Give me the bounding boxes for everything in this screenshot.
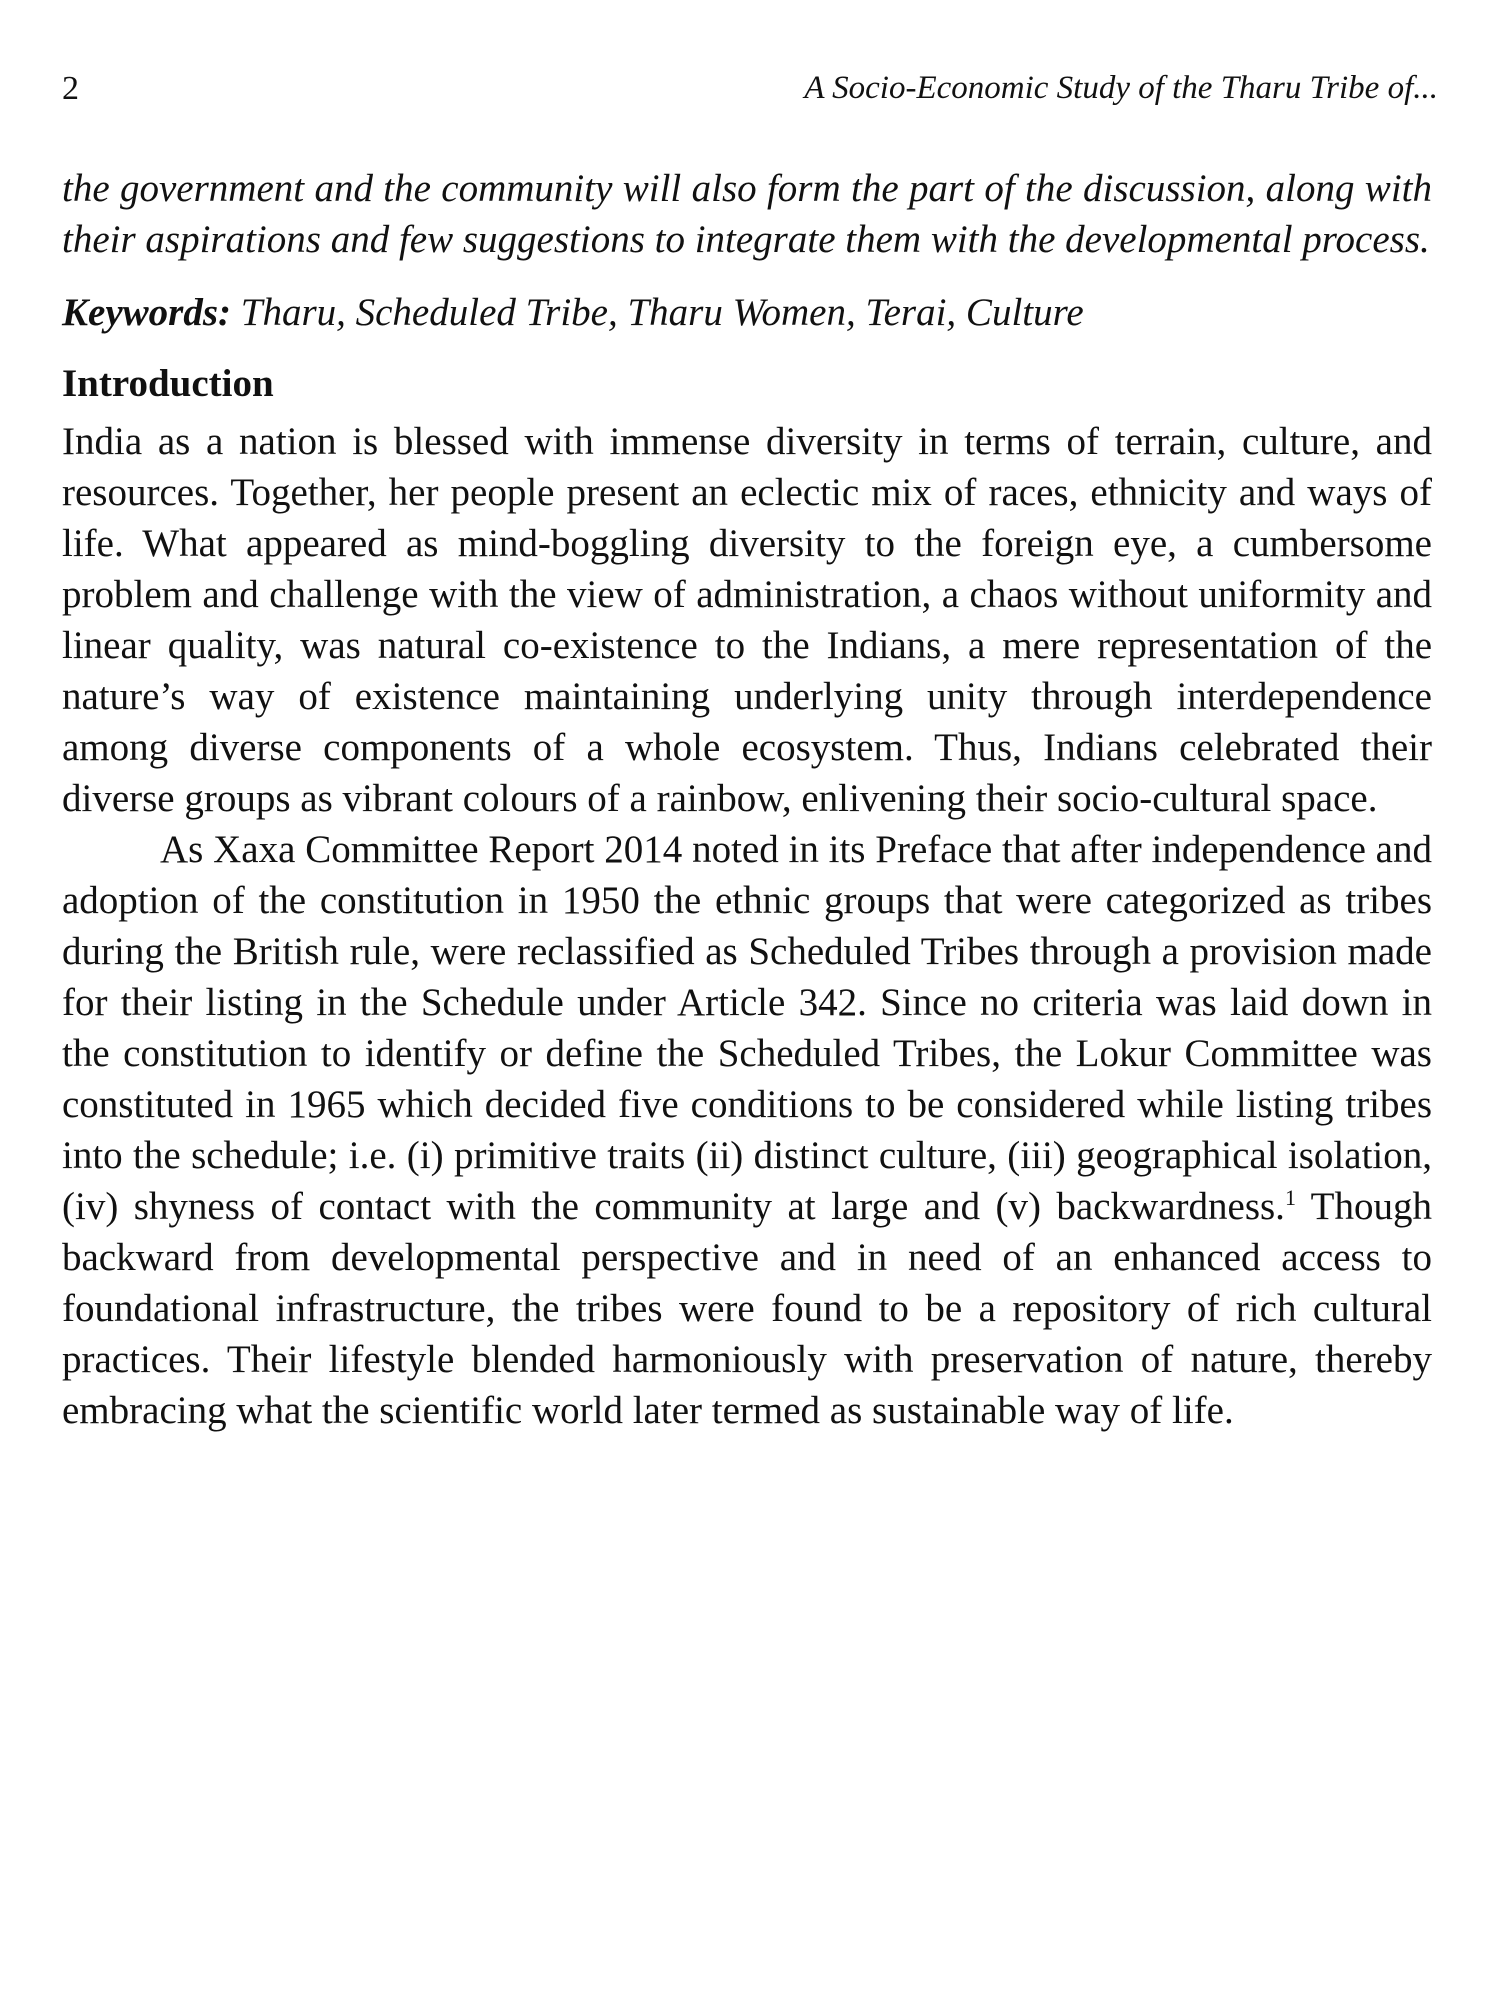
paragraph-2-part-2: Though backward from developmental perspective and in need of an enhanced access to foundational infrastructure, the tribes were found to be a repository of rich cultural practices. Their lifestyle blended harmoniously with preservation of nature, thereby embracing what the scientific world later termed as sustainable way of life. — [62, 1185, 1432, 1432]
abstract-tail: the government and the community will also form the part of the discussion, along with their aspirations and few suggestions to integrate them with the developmental process. — [62, 167, 1432, 261]
page-number: 2 — [62, 70, 79, 107]
keywords-line — [62, 287, 1432, 338]
paragraph-2-part-1: As Xaxa Committee Report 2014 noted in its Preface that after independence and adoption of the constitution in 1950 the ethnic groups that were categorized as tribes during the British rule, were reclassified as Scheduled Tribes through a provision made for their listing in the Schedule under Article 342. Since no criteria was laid down in the constitution to identify or define the Scheduled Tribes, the Lokur Committee was constituted in 1965 which decided five conditions to be considered while listing tribes into the schedule; i.e. (i) primitive traits (ii) distinct culture, (iii) geographical isolation, (iv) shyness of contact with the community at large and (v) backwardness. — [62, 828, 1432, 1228]
paragraph-1: India as a nation is blessed with immense diversity in terms of terrain, culture, and resources. Together, her people present an eclectic mix of races, ethnicity and ways of life. What appeared as mind-boggling diversity to the foreign eye, a cumbersome problem and challenge with the view of administration, a chaos without uniformity and linear quality, was natural co-existence to the Indians, a mere representation of the nature’s way of existence maintaining underlying unity through interdependence among diverse components of a whole ecosystem. Thus, Indians celebrated their diverse groups as vibrant colours of a rainbow, enlivening their socio-cultural space. — [62, 420, 1432, 820]
section-heading: Introduction — [62, 362, 274, 405]
footnote-reference: 1 — [1284, 1185, 1296, 1210]
running-head-title: A Socio-Economic Study of the Tharu Tribe of... — [804, 70, 1438, 106]
page-body — [62, 163, 1432, 1436]
keywords-label: Keywords: — [62, 291, 231, 334]
running-head — [62, 70, 1438, 120]
keywords-text: Tharu, Scheduled Tribe, Tharu Women, Terai, Culture — [231, 291, 1084, 334]
paragraph-2 — [62, 824, 1432, 1436]
